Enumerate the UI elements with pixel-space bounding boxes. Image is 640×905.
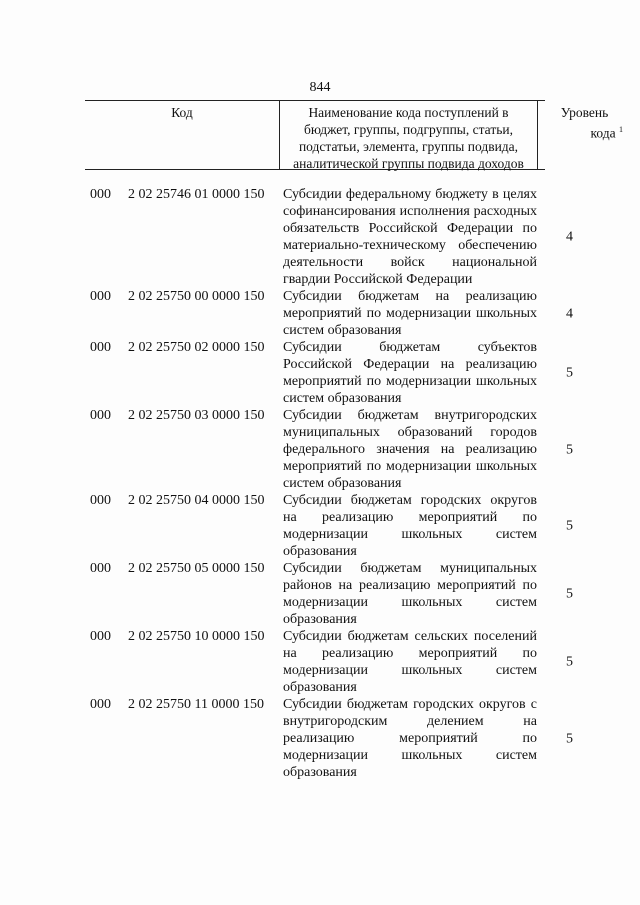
- table-header: [85, 100, 623, 171]
- header-name-line: Наименование кода поступлений в: [308, 105, 509, 120]
- table-row: [0, 186, 640, 288]
- header-name: [280, 104, 537, 172]
- revenue-code: 2 02 25750 00 0000 150: [128, 289, 265, 304]
- revenue-code: 2 02 25746 01 0000 150: [128, 187, 265, 202]
- revenue-name: Субсидии федеральному бюджету в целях софинансирования исполнения расходных обязательств Российской Федерации по материально-техническому обеспечению деятельности войск национальной гвардии Российской Федерации: [283, 187, 537, 287]
- revenue-code: 2 02 25750 03 0000 150: [128, 408, 265, 423]
- code-level: 5: [566, 442, 573, 457]
- revenue-code: 2 02 25750 10 0000 150: [128, 629, 265, 644]
- code-level: 5: [566, 365, 573, 381]
- table-row: [0, 288, 640, 339]
- revenue-name: Субсидии бюджетам муниципальных районов на реализацию мероприятий по модернизации школьных систем образования: [283, 561, 537, 627]
- revenue-name: Субсидии бюджетам субъектов Российской Федерации на реализацию мероприятий по модернизации школьных систем образования: [283, 340, 537, 406]
- revenue-name: Субсидии бюджетам внутригородских муниципальных образований городов федерального значения на реализацию мероприятий по модернизации школьных систем образования: [283, 408, 537, 491]
- admin-code: 000: [90, 493, 111, 508]
- header-name-line: подстатьи, элемента, группы подвида,: [298, 139, 519, 154]
- table-row: [0, 407, 640, 492]
- code-level: 5: [566, 731, 573, 746]
- header-level: [538, 104, 631, 142]
- admin-code: 000: [90, 561, 111, 576]
- table-row: [0, 696, 640, 781]
- table-row: [0, 339, 640, 407]
- header-level-line2: кода: [590, 125, 616, 141]
- admin-code: 000: [90, 340, 111, 355]
- admin-code: 000: [90, 408, 111, 423]
- table-row: [0, 628, 640, 696]
- header-level-line1: Уровень: [560, 105, 609, 120]
- admin-code: 000: [90, 187, 111, 202]
- page-number: 844: [309, 80, 331, 95]
- table-row: [0, 560, 640, 628]
- admin-code: 000: [90, 697, 111, 712]
- revenue-name: Субсидии бюджетам на реализацию мероприятий по модернизации школьных систем образования: [283, 289, 537, 338]
- header-name-line: бюджет, группы, подгруппы, статьи,: [304, 122, 513, 137]
- revenue-code: 2 02 25750 11 0000 150: [128, 697, 264, 712]
- revenue-code: 2 02 25750 04 0000 150: [128, 493, 265, 508]
- revenue-code: 2 02 25750 02 0000 150: [128, 340, 265, 355]
- code-level: 4: [566, 229, 573, 245]
- table-row: [0, 492, 640, 560]
- code-level: 4: [566, 306, 573, 321]
- footnote-marker: 1: [619, 125, 623, 134]
- admin-code: 000: [90, 289, 111, 304]
- code-level: 5: [566, 654, 573, 670]
- revenue-code: 2 02 25750 05 0000 150: [128, 561, 265, 576]
- code-level: 5: [566, 518, 573, 534]
- revenue-name: Субсидии бюджетам городских округов на реализацию мероприятий по модернизации школьных систем образования: [283, 493, 537, 559]
- revenue-name: Субсидии бюджетам сельских поселений на реализацию мероприятий по модернизации школьных систем образования: [283, 629, 537, 695]
- header-name-line: аналитической группы подвида доходов: [293, 156, 524, 171]
- admin-code: 000: [90, 629, 111, 644]
- revenue-name: Субсидии бюджетам городских округов с внутригородским делением на реализацию мероприятий по модернизации школьных систем образования: [283, 697, 537, 780]
- table-body: [0, 186, 640, 781]
- code-level: 5: [566, 586, 573, 602]
- header-code: Код: [171, 105, 193, 120]
